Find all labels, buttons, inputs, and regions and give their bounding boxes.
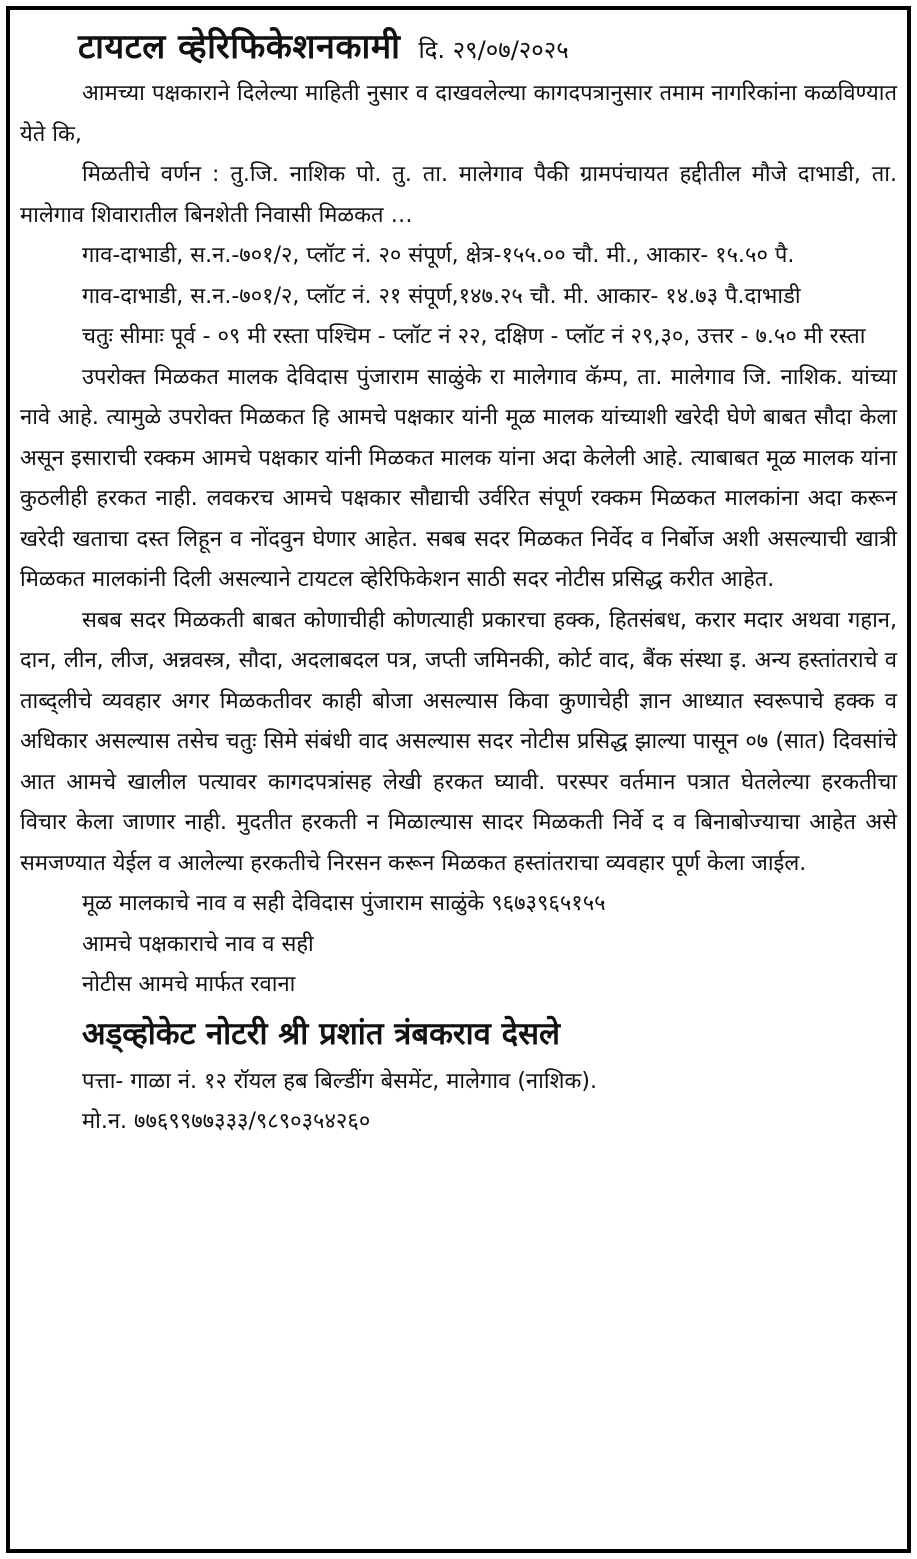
client-signature-line: आमचे पक्षकाराचे नाव व सही — [82, 931, 314, 957]
advocate-name: अड्व्होकेट नोटरी श्री प्रशांत त्रंबकराव देसले — [82, 1015, 561, 1052]
notice-content — [20, 22, 897, 1541]
notice-frame — [6, 6, 911, 1553]
plot-21-details: गाव-दाभाडी, स.न.-७०१/२, प्लॉट नं. २१ संपूर्ण,१४७.२५ चौ. मी. आकार- १४.७३ पै.दाभाडी — [82, 283, 801, 309]
title-row — [20, 22, 897, 74]
intro-paragraph: आमच्या पक्षकाराने दिलेल्या माहिती नुसार व दाखवलेल्या कागदपत्रानुसार तमाम नागरिकांना कळविण्यात येते कि, — [20, 81, 897, 147]
objections-paragraph: सबब सदर मिळकती बाबत कोणाचीही कोणत्याही प्रकारचा हक्क, हितसंबध, करार मदार अथवा गहान, दान, लीन, लीज, अन्नवस्त्र, सौदा, अदलाबदल पत्र, जप्ती जमिनकी, कोर्ट वाद, बैंक संस्था इ. अन्य हस्तांतराचे व ताब्द्लीचे व्यवहार अगर मिळकतीवर काही बोजा असल्यास किवा कुणाचेही ज्ञान आध्यात स्वरूपाचे हक्क व अधिकार असल्यास तसेच चतुः सिमे संबंधी वाद असल्यास सदर नोटीस प्रसिद्ध झाल्या पासून ०७ (सात) दिवसांचे आत आमचे खालील पत्यावर कागदपत्रांसह लेखी हरकत घ्यावी. परस्पर वर्तमान पत्रात घेतलेल्या हरकतीचा विचार केला जाणार नाही. मुदतीत हरकती न मिळाल्यास सादर मिळकती निर्वे द व बिनाबोज्याचा आहेत असे समजण्यात येईल व आलेल्या हरकतीचे निरसन करून मिळकत हस्तांतराचा व्यवहार पूर्ण केला जाईल. — [20, 607, 897, 876]
ownership-paragraph: उपरोक्त मिळकत मालक देविदास पुंजाराम साळुंके रा मालेगाव कॅम्प, ता. मालेगाव जि. नाशिक. यांच्या नावे आहे. त्यामुळे उपरोक्त मिळकत हि आमचे पक्षकार यांनी मूळ मालक यांच्याशी खरेदी घेणे बाबत सौदा केला असून इसाराची रक्कम आमचे पक्षकार यांनी मिळकत मालक यांना अदा केलेली आहे. त्याबाबत मूळ मालक यांना कुठलीही हरकत नाही. लवकरच आमचे पक्षकार सौद्याची उर्वरित संपूर्ण रक्कम मिळकत मालकांना अदा करून खरेदी खताचा दस्त लिहून व नोंदवुन घेणार आहेत. सबब सदर मिळकत निर्वेद व निर्बोज अशी असल्याची खात्री मिळकत मालकांनी दिली असल्याने टायटल व्हेरिफिकेशन साठी सदर नोटीस प्रसिद्ध करीत आहेत. — [20, 364, 897, 592]
advocate-address: पत्ता- गाळा नं. १२ रॉयल हब बिल्डींग बेसमेंट, मालेगाव (नाशिक). — [82, 1068, 597, 1094]
property-description: मिळतीचे वर्णन : तु.जि. नाशिक पो. तु. ता. मालेगाव पैकी ग्रामपंचायत हद्दीतील मौजे दाभाडी, ता. मालेगाव शिवारातील बिनशेती निवासी मिळकत … — [20, 162, 897, 228]
owner-signature-line: मूळ मालकाचे नाव व सही देविदास पुंजाराम साळुंके ९६७३९६५१५५ — [82, 891, 606, 916]
boundaries-paragraph: चतुः सीमाः पूर्व - ०९ मी रस्ता पश्चिम - प्लॉट नं २२, दक्षिण - प्लॉट नं २९,३०, उत्तर - ७.५० मी रस्ता — [82, 324, 866, 349]
plot-20-details: गाव-दाभाडी, स.न.-७०१/२, प्लॉट नं. २० संपूर्ण, क्षेत्र-१५५.०० चौ. मी., आकार- १५.५० पै. — [82, 243, 795, 268]
notice-title: टायटल व्हेरिफिकेशनकामी — [78, 27, 401, 67]
advocate-mobile: मो.न. ७७६९९७७३३३/९८९०३५४२६० — [82, 1109, 371, 1134]
sent-through-line: नोटीस आमचे मार्फत रवाना — [82, 972, 296, 997]
notice-date: दि. २९/०७/२०२५ — [418, 36, 569, 64]
